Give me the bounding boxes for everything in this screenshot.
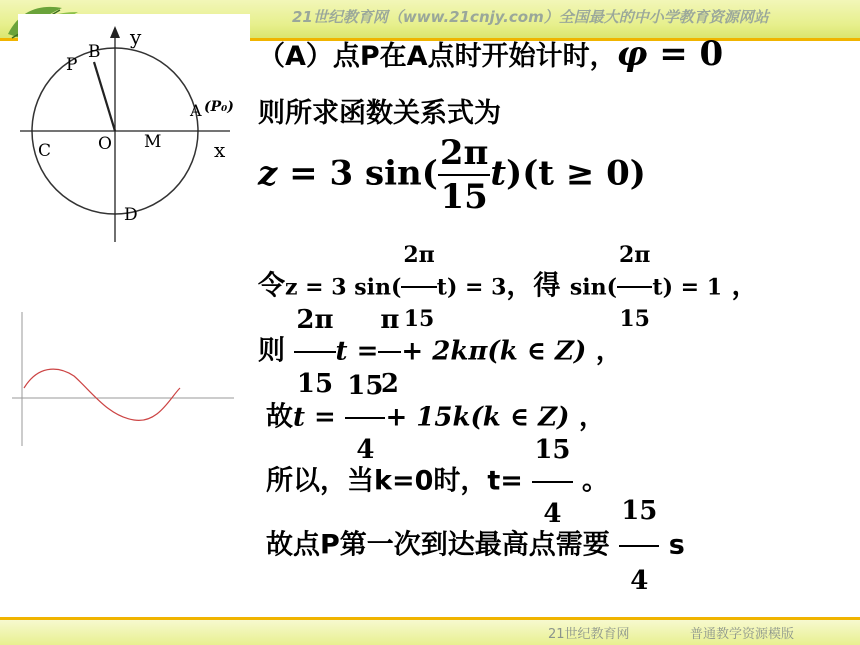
line4-num: 2π	[403, 242, 435, 268]
label-y: y	[130, 25, 142, 49]
text-line-1	[258, 34, 724, 74]
y-axis-arrow	[110, 26, 120, 38]
line7-den: 4	[543, 499, 562, 529]
label-d: D	[124, 205, 138, 225]
line8-text: 故点P第一次到达最高点需要	[266, 529, 610, 561]
sine-graph-thumbnail	[12, 312, 234, 446]
line4-comma: ，	[731, 270, 759, 302]
text-line-8	[266, 478, 685, 614]
header-brand-text: 21世纪教育网（www.21cnjy.com）全国最大的中小学教育资源网站	[292, 8, 769, 26]
line4-expr-pre: z = 3 sin(	[285, 274, 402, 301]
line6-den: 4	[356, 435, 375, 465]
line8-fraction	[619, 478, 659, 614]
line3-eq: = 3 sin(	[277, 153, 438, 194]
unit-circle-diagram	[18, 14, 250, 246]
line4-ling: 令	[258, 270, 285, 302]
line8-den: 4	[630, 566, 649, 596]
line4-den2: 15	[619, 306, 650, 332]
line1-phi: φ	[616, 34, 648, 74]
label-p0: (P₀)	[204, 99, 234, 115]
line3-t: t	[490, 153, 507, 194]
line3-rest: )(t ≥ 0)	[506, 153, 646, 194]
label-a: A	[190, 101, 202, 120]
line3-fraction	[438, 133, 491, 217]
line7-text: 所以，当k=0时，t=	[266, 465, 523, 497]
label-c: C	[38, 141, 52, 161]
footer-brand-left: 21世纪教育网	[548, 627, 630, 642]
line4-expr-post: t) = 3	[436, 274, 507, 301]
line3-z: z	[258, 153, 278, 194]
line4-de: ，得	[506, 270, 561, 302]
line6-rest: + 15k(k ∈ Z)	[385, 402, 570, 433]
line5-den2: 2	[380, 369, 399, 399]
line6-gu: 故	[266, 401, 293, 433]
label-p: P	[66, 55, 78, 75]
line6-comma: ，	[578, 401, 606, 433]
radius-op	[94, 62, 115, 131]
line8-unit: s	[668, 529, 685, 561]
footer-brand-right: 普通教学资源模版	[690, 627, 795, 642]
line7-end: 。	[581, 465, 609, 497]
line7-num: 15	[534, 435, 571, 465]
line4-num2: 2π	[618, 242, 651, 268]
line3-num: 2π	[439, 133, 489, 173]
line5-mid: t =	[335, 336, 379, 367]
line4-den: 15	[403, 306, 435, 332]
line6-num: 15	[347, 371, 384, 401]
formula-line-3	[258, 133, 646, 217]
line4-sin-post: t) = 1	[652, 274, 723, 301]
label-o: O	[98, 134, 112, 154]
line5-ze: 则	[258, 335, 285, 367]
line5-den: 15	[296, 369, 334, 399]
text-line-2: 则所求函数关系式为	[258, 98, 501, 129]
line5-num2: π	[380, 305, 400, 335]
line5-num: 2π	[296, 305, 334, 335]
label-b: B	[88, 42, 101, 62]
line5-rest: + 2kπ(k ∈ Z)	[401, 336, 587, 367]
label-m: M	[144, 132, 162, 152]
line3-den: 15	[440, 177, 488, 217]
line4-sin-pre: sin(	[569, 274, 617, 301]
line1-text: （A）点P在A点时开始计时，	[258, 41, 617, 72]
line6-pre: t =	[293, 402, 336, 433]
line5-comma: ，	[595, 335, 623, 367]
line8-num: 15	[621, 496, 658, 526]
sine-curve	[24, 369, 180, 420]
label-x: x	[214, 138, 226, 162]
line1-eq: = 0	[647, 34, 724, 74]
